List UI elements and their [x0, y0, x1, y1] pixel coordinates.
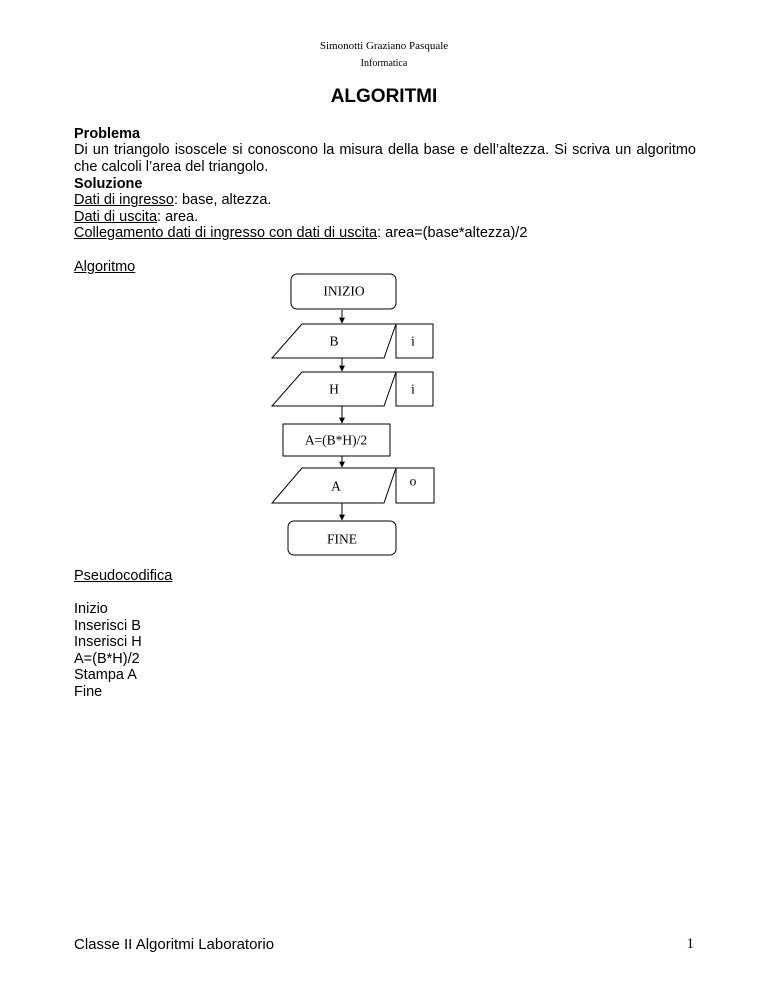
problem-heading — [74, 126, 696, 143]
pseudocode-block — [74, 601, 696, 700]
output-data-label: Dati di uscita — [74, 209, 158, 225]
document-title: ALGORITMI — [330, 86, 438, 107]
input-h-tag: i — [411, 381, 415, 397]
solution-heading — [74, 176, 696, 193]
algorithm-heading — [74, 259, 696, 276]
input-h-label: H — [329, 381, 339, 397]
pseudocode-line: Stampa A — [74, 667, 137, 683]
input-b-shape — [272, 324, 396, 358]
footer-page-number: 1 — [686, 936, 694, 952]
pseudocode-line: A=(B*H)/2 — [74, 650, 140, 667]
link-data-value: : area=(base*altezza)/2 — [377, 225, 528, 241]
input-data-label: Dati di ingresso — [74, 192, 174, 208]
solution-heading-label: Soluzione — [74, 176, 143, 192]
end-terminal-shape — [288, 521, 396, 555]
input-h-shape — [272, 372, 396, 406]
footer-course-label: Classe II Algoritmi Laboratorio — [74, 936, 275, 953]
input-data-value: : base, altezza. — [173, 192, 272, 208]
pseudocode-heading — [74, 568, 696, 585]
output-data-value: : area. — [157, 209, 199, 225]
process-shape — [283, 424, 390, 456]
pseudocode-line: Fine — [74, 683, 103, 700]
start-terminal-label: INIZIO — [323, 283, 365, 299]
output-data-line — [74, 209, 696, 226]
problem-text: Di un triangolo isoscele si conoscono la misura della base e dell’altezza. Si scriva un algoritmo che calcoli l’area del triangolo. — [74, 142, 696, 175]
end-terminal-label: FINE — [327, 531, 357, 547]
pseudocode-list — [74, 601, 696, 700]
input-data-line — [74, 192, 696, 209]
pseudocode-line: Inserisci B — [74, 617, 141, 634]
input-h-annotation-box — [396, 372, 433, 406]
start-terminal-shape — [291, 274, 396, 309]
link-data-label: Collegamento dati di ingresso con dati di uscita — [74, 225, 378, 241]
process-label: A=(B*H)/2 — [304, 432, 368, 448]
header-author: Simonotti Graziano Pasquale — [319, 40, 449, 52]
pseudocode-line: Inizio — [74, 601, 108, 617]
problem-heading-label: Problema — [74, 126, 141, 142]
output-a-shape — [272, 468, 396, 503]
input-b-annotation-box — [396, 324, 433, 358]
output-a-label: A — [331, 478, 341, 494]
pseudocode-heading-label: Pseudocodifica — [74, 568, 173, 584]
output-a-annotation-box — [396, 468, 434, 503]
header-subject: Informatica — [360, 58, 408, 69]
link-data-line — [74, 225, 696, 242]
output-a-tag: o — [409, 473, 417, 489]
input-b-label: B — [329, 333, 339, 349]
input-b-tag: i — [411, 333, 415, 349]
algorithm-heading-label: Algoritmo — [74, 259, 136, 275]
pseudocode-line: Inserisci H — [74, 634, 142, 650]
